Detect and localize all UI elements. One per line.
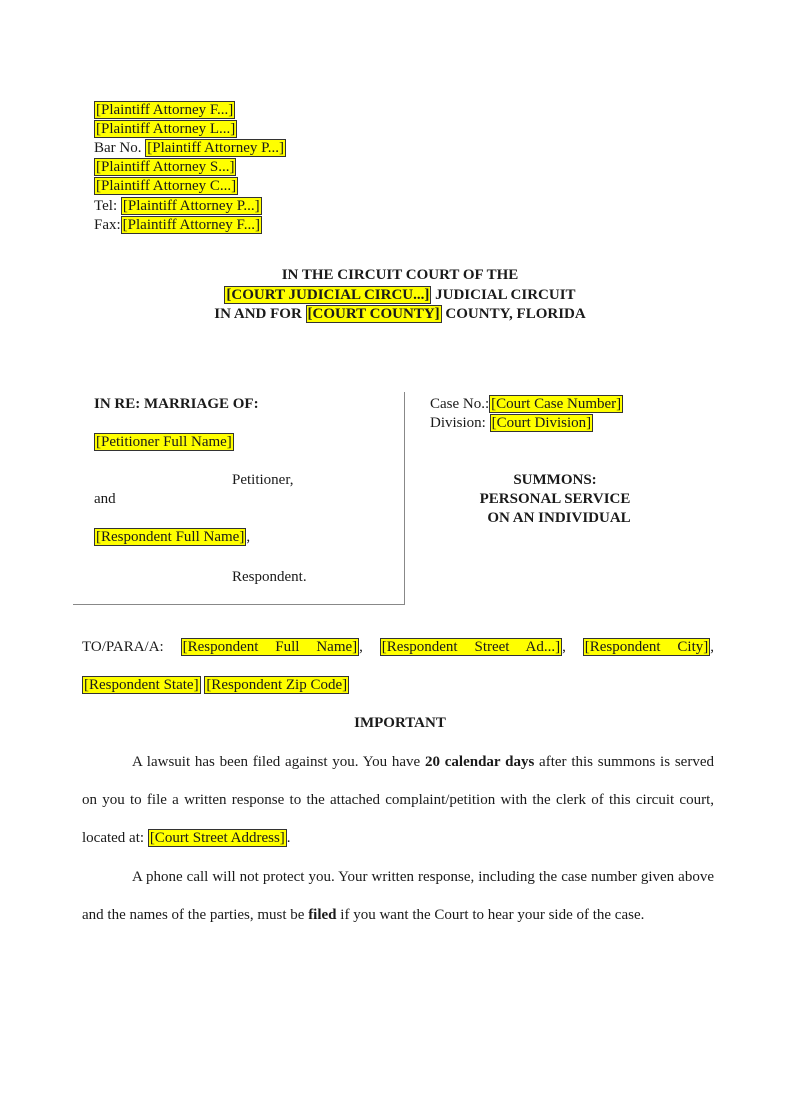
respondent-label: Respondent. [232,569,307,585]
attorney-city-field[interactable]: [Plaintiff Attorney C...] [96,178,237,194]
court-header-line3 [0,305,800,324]
attorney-first-name-line [94,101,235,120]
to-trailing-comma: , [710,639,715,655]
attorney-bar-number-field[interactable]: [Plaintiff Attorney P...] [147,140,285,156]
to-address-line1 [82,638,714,657]
and-text: and [94,491,116,507]
p2-bold-filed: filed [308,907,337,923]
attorney-street-field[interactable]: [Plaintiff Attorney S...] [96,159,235,175]
to-respondent-state-field[interactable]: [Respondent State] [84,677,199,693]
respondent-line [94,528,250,547]
to-address-line2 [82,676,349,695]
court-county-field[interactable]: [COURT COUNTY] [307,306,440,322]
attorney-last-name-line [94,120,237,139]
paragraph-phone-call [82,858,714,934]
caption-horizontal-divider [73,604,405,605]
p1-before: A lawsuit has been filed against you. You have [132,754,425,770]
p2-after: if you want the Court to hear your side of the case. [336,907,645,923]
petitioner-name-field[interactable]: [Petitioner Full Name] [96,434,232,450]
case-number-label: Case No.: [430,396,490,412]
court-circuit-field[interactable]: [COURT JUDICIAL CIRCU...] [226,287,430,303]
p2-before: A phone call will not protect you. Your written response, including the case number given above and the names of the parties, must be [82,869,714,923]
attorney-tel-line [94,197,262,216]
division-label: Division: [430,415,490,431]
attorney-city-line [94,177,238,196]
respondent-name-field[interactable]: [Respondent Full Name] [96,529,245,545]
division-field[interactable]: [Court Division] [491,415,592,431]
paragraph-deadline [82,743,714,857]
to-respondent-name-field[interactable]: [Respondent Full Name] [182,639,358,655]
in-and-for-text: IN AND FOR [214,306,306,322]
fax-label: Fax: [94,217,121,233]
attorney-tel-field[interactable]: [Plaintiff Attorney P...] [122,198,260,214]
to-respondent-city-field[interactable]: [Respondent City] [584,639,709,655]
attorney-fax-line [94,216,262,235]
to-respondent-zip-field[interactable]: [Respondent Zip Code] [206,677,348,693]
attorney-street-line [94,158,236,177]
court-header-line1: IN THE CIRCUIT COURT OF THE [281,267,519,283]
court-street-address-field[interactable]: [Court Street Address] [149,830,285,846]
to-label: TO/PARA/A: [82,639,181,655]
to-sep-2: , [562,639,583,655]
to-city-group [583,638,714,656]
to-name-group [181,638,380,656]
p1-bold-deadline: 20 calendar days [424,754,535,770]
to-respondent-street-field[interactable]: [Respondent Street Ad...] [381,639,561,655]
county-florida-text: COUNTY, FLORIDA [441,306,586,322]
petitioner-label: Petitioner, [232,472,294,488]
case-number-line [430,395,623,414]
case-number-field[interactable]: [Court Case Number] [491,396,622,412]
attorney-bar-line [94,139,286,158]
to-sep-1: , [359,639,380,655]
bar-label: Bar No. [94,140,146,156]
petitioner-line [94,433,234,452]
attorney-last-name-field[interactable]: [Plaintiff Attorney L...] [96,121,236,137]
court-header-line2 [0,286,800,305]
summons-title-line2: PERSONAL SERVICE [479,491,631,507]
tel-label: Tel: [94,198,121,214]
summons-title-line1: SUMMONS: [513,472,597,488]
division-line [430,414,593,433]
in-re-heading: IN RE: MARRIAGE OF: [94,396,259,412]
attorney-fax-field[interactable]: [Plaintiff Attorney F...] [122,217,260,233]
p1-after: after this summons is served on you to file a written response to the attached complaint/petition with the clerk of this circuit court, located at: [82,754,714,846]
caption-vertical-divider [404,392,405,604]
respondent-comma: , [246,529,251,545]
judicial-circuit-text: JUDICIAL CIRCUIT [431,287,576,303]
summons-title-line3: ON AN INDIVIDUAL [487,510,631,526]
attorney-first-name-field[interactable]: [Plaintiff Attorney F...] [96,102,234,118]
p1-end: . [286,830,291,846]
to-street-group [380,638,583,656]
important-heading: IMPORTANT [354,715,446,731]
